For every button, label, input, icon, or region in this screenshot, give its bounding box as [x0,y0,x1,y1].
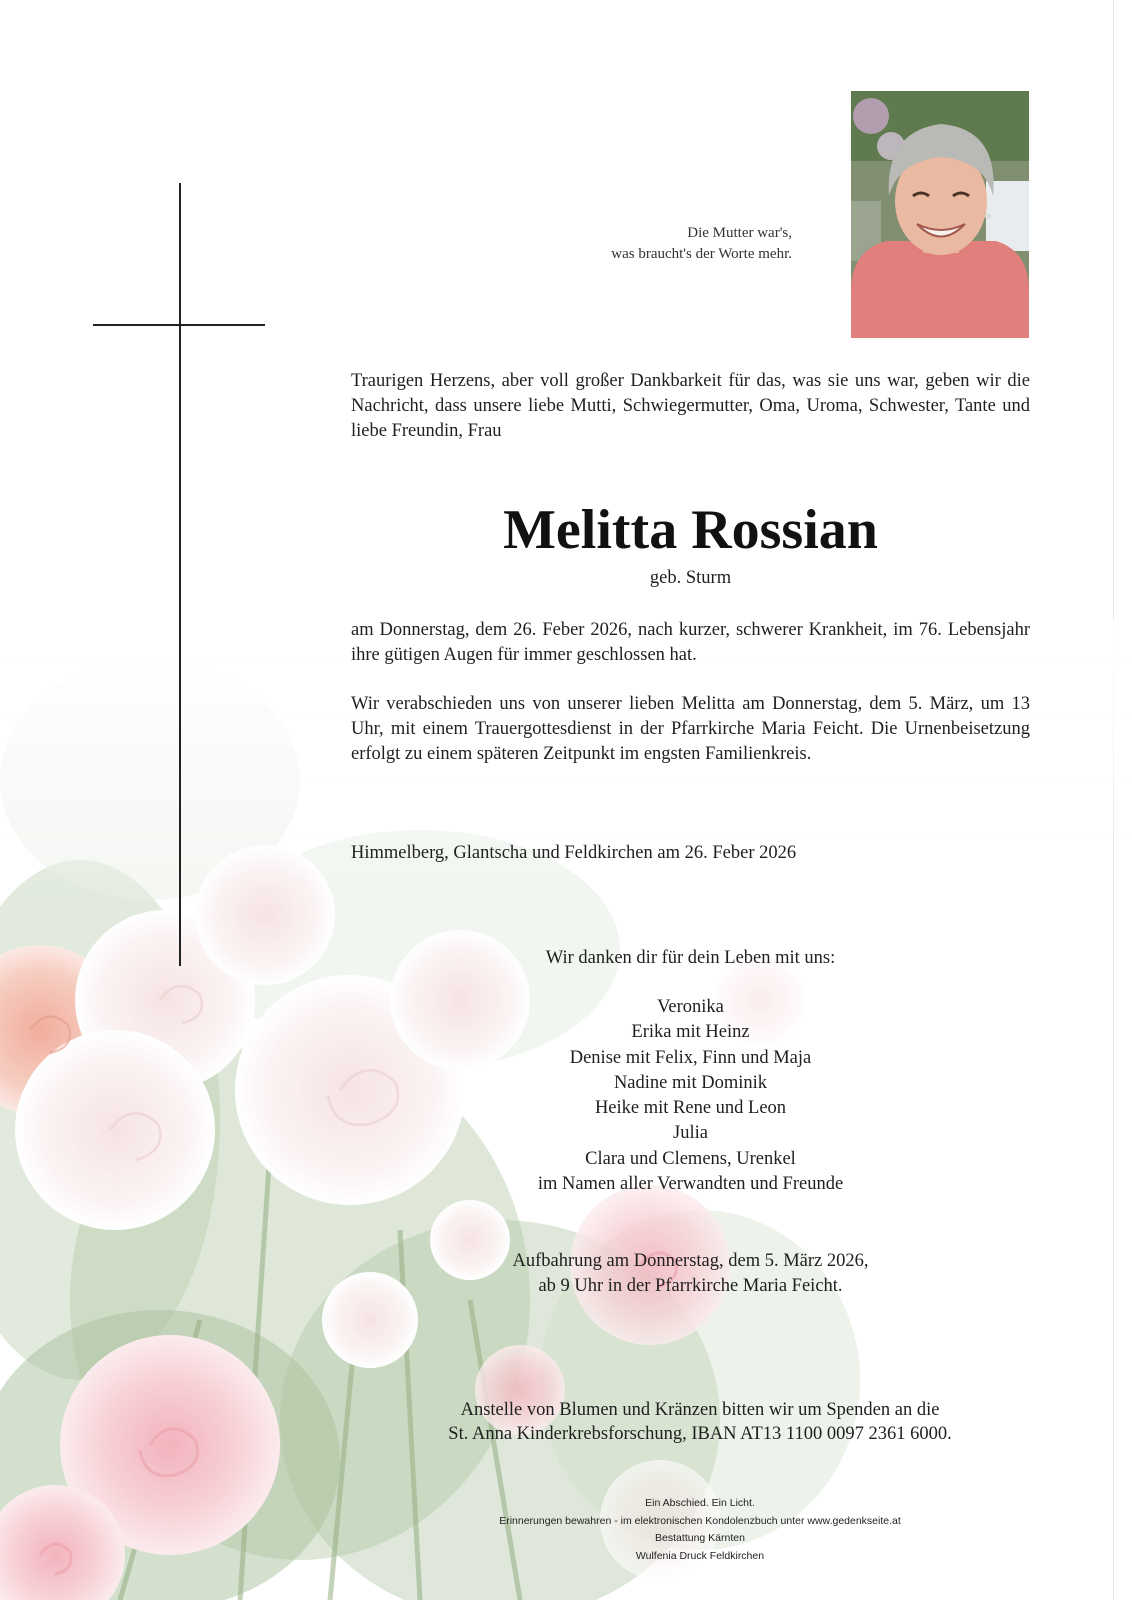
mourner-line: Nadine mit Dominik [613,1072,768,1093]
footer-slogan: Ein Abschied. Ein Licht. [645,1497,755,1509]
death-notice-paragraph: am Donnerstag, dem 26. Feber 2026, nach kurzer, schwerer Krankheit, im 76. Lebensjahr ihre gütigen Augen für immer geschlossen hat. [351,620,1030,665]
footer-condolence-book: Erinnerungen bewahren - im elektronischen Kondolenzbuch unter www.gedenkseite.at [499,1514,901,1527]
footer-funeral-home: Bestattung Kärnten [655,1532,745,1544]
mourners-list [351,995,1030,1197]
memorial-quote [560,223,792,265]
viewing-line-2: ab 9 Uhr in der Pfarrkirche Maria Feicht. [538,1276,843,1297]
thanks-heading: Wir danken dir für dein Leben mit uns: [545,948,836,968]
deceased-name: Melitta Rossian [503,499,878,561]
footer [400,1495,1000,1565]
viewing-line-1: Aufbahrung am Donnerstag, dem 5. März 2026, [512,1251,869,1271]
donation-line-1: Anstelle von Blumen und Kränzen bitten wir um Spenden an die [460,1400,940,1420]
farewell-paragraph: Wir verabschieden uns von unserer lieben Melitta am Donnerstag, dem 5. März, um 13 Uhr, mit einem Trauergottesdienst in der Pfarrkirche Maria Feicht. Die Urnenbeisetzung erfolgt zu einem späteren Zeitpunkt im engsten Familienkreis. [351,694,1030,764]
place-and-date: Himmelberg, Glantscha und Feldkirchen am 26. Feber 2026 [351,843,797,863]
mourner-line: Heike mit Rene und Leon [594,1098,787,1119]
birth-name: geb. Sturm [649,568,732,588]
mourner-line: im Namen aller Verwandten und Freunde [537,1174,844,1195]
intro-paragraph: Traurigen Herzens, aber voll großer Dankbarkeit für das, was sie uns war, geben wir die Nachricht, dass unsere liebe Mutti, Schwiegermutter, Oma, Uroma, Schwester, Tante und liebe Freundin, Frau [351,371,1030,441]
quote-line-1: Die Mutter war's, [687,225,792,241]
cross-vertical-bar [179,183,181,966]
quote-line-2: was braucht's der Worte mehr. [611,246,792,262]
mourner-line: Erika mit Heinz [631,1022,750,1043]
mourner-line: Veronika [657,997,724,1017]
mourner-line: Denise mit Felix, Finn und Maja [569,1047,812,1068]
donation-line-2: St. Anna Kinderkrebsforschung, IBAN AT13 1100 0097 2361 6000. [448,1423,952,1444]
mourner-line: Clara und Clemens, Urenkel [585,1148,796,1169]
portrait-photo [851,91,1029,338]
donation-request [400,1399,1000,1446]
mourner-line: Julia [673,1123,708,1144]
footer-printer: Wulfenia Druck Feldkirchen [635,1549,765,1562]
viewing-info [351,1249,1030,1300]
cross-horizontal-bar [93,324,265,326]
